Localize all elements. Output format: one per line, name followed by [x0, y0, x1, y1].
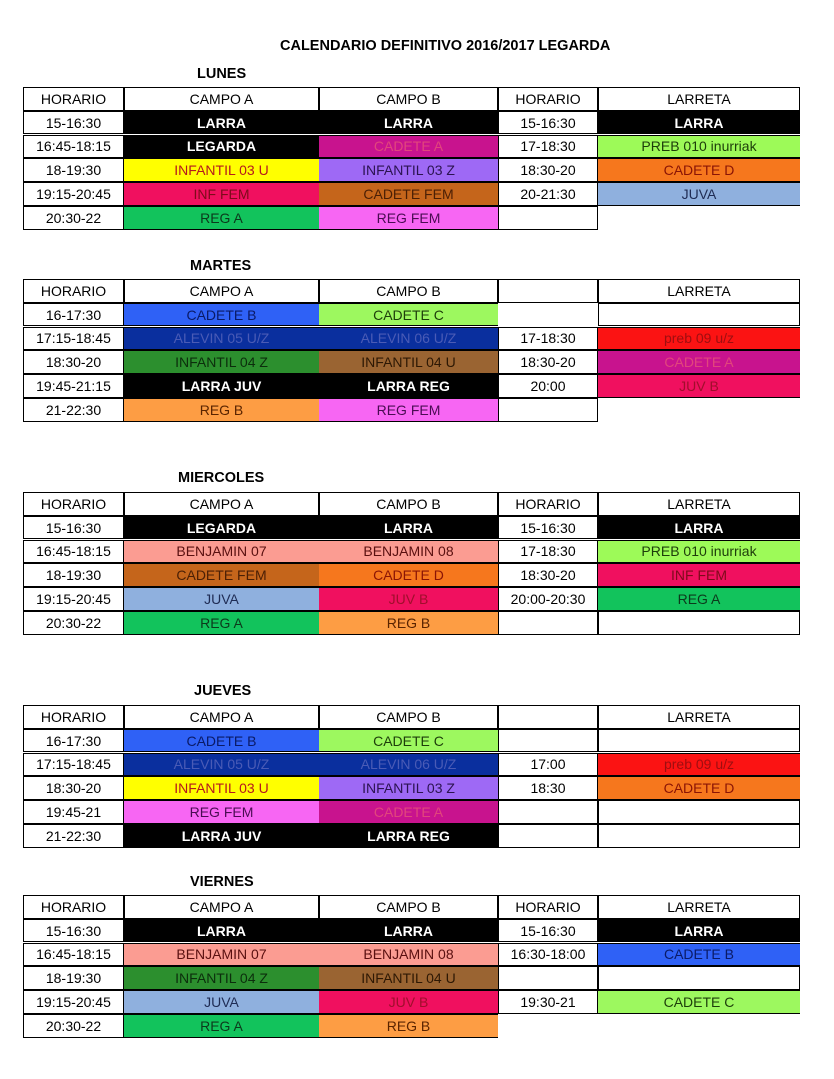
table-row	[23, 587, 800, 611]
cell-campo-b: REG FEM	[319, 206, 498, 230]
cell-larreta: JUVA	[598, 182, 800, 206]
header-cell-larreta: LARRETA	[598, 895, 800, 919]
cell-campo-a: REG A	[124, 1014, 319, 1038]
cell-horario: 19:15-20:45	[23, 587, 124, 611]
header-cell-horario-2: HORARIO	[498, 895, 598, 919]
cell-horario-2: 18:30	[498, 776, 598, 800]
table-header-row	[23, 492, 800, 516]
header-cell-campo-a: CAMPO A	[124, 279, 319, 303]
cell-horario: 19:45-21	[23, 800, 124, 824]
cell-larreta	[598, 800, 800, 824]
cell-campo-a: LARRA JUV	[124, 824, 319, 848]
cell-campo-a: LEGARDA	[124, 135, 319, 159]
header-cell-campo-b: CAMPO B	[319, 87, 498, 111]
cell-horario: 18-19:30	[23, 158, 124, 182]
cell-larreta: preb 09 u/z	[598, 753, 800, 777]
table-row	[23, 776, 800, 800]
cell-horario: 21-22:30	[23, 398, 124, 422]
cell-campo-b: INFANTIL 03 Z	[319, 776, 498, 800]
cell-campo-a: LARRA	[124, 111, 319, 135]
table-row	[23, 800, 800, 824]
cell-campo-a: INF FEM	[124, 182, 319, 206]
cell-horario-2: 20:00	[498, 374, 598, 398]
cell-campo-a: REG A	[124, 206, 319, 230]
header-cell-larreta: LARRETA	[598, 279, 800, 303]
table-header-row	[23, 705, 800, 729]
cell-horario: 15-16:30	[23, 919, 124, 943]
cell-campo-a: REG A	[124, 611, 319, 635]
header-cell-horario: HORARIO	[23, 895, 124, 919]
table-header-row	[23, 895, 800, 919]
table-row	[23, 990, 800, 1014]
cell-horario: 18-19:30	[23, 563, 124, 587]
table-row	[23, 753, 800, 777]
header-cell-campo-b: CAMPO B	[319, 705, 498, 729]
cell-larreta	[598, 729, 800, 753]
cell-campo-a: BENJAMIN 07	[124, 540, 319, 564]
header-cell-larreta: LARRETA	[598, 705, 800, 729]
cell-horario-2	[498, 966, 598, 990]
cell-horario-2: 17:00	[498, 753, 598, 777]
table-header-row	[23, 87, 800, 111]
table-row	[23, 516, 800, 540]
cell-horario: 17:15-18:45	[23, 753, 124, 777]
cell-horario-2: 15-16:30	[498, 919, 598, 943]
cell-horario: 16-17:30	[23, 303, 124, 327]
cell-larreta: LARRA	[598, 516, 800, 540]
cell-campo-b: LARRA REG	[319, 374, 498, 398]
cell-campo-a: INFANTIL 04 Z	[124, 966, 319, 990]
page-title: CALENDARIO DEFINITIVO 2016/2017 LEGARDA	[280, 38, 611, 54]
day-title-viernes: VIERNES	[190, 874, 254, 890]
cell-campo-a: REG B	[124, 398, 319, 422]
cell-campo-b: REG B	[319, 1014, 498, 1038]
cell-campo-b: JUV B	[319, 587, 498, 611]
cell-campo-b: BENJAMIN 08	[319, 540, 498, 564]
cell-horario: 20:30-22	[23, 1014, 124, 1038]
header-cell-campo-b: CAMPO B	[319, 279, 498, 303]
table-row	[23, 540, 800, 564]
day-title-jueves: JUEVES	[194, 683, 252, 699]
cell-campo-a: BENJAMIN 07	[124, 943, 319, 967]
cell-larreta: REG A	[598, 587, 800, 611]
cell-campo-a: JUVA	[124, 990, 319, 1014]
cell-horario-2: 20:00-20:30	[498, 587, 598, 611]
cell-horario: 19:15-20:45	[23, 990, 124, 1014]
cell-larreta: PREB 010 inurriak	[598, 540, 800, 564]
cell-horario-2: 15-16:30	[498, 516, 598, 540]
cell-horario-2: 18:30-20	[498, 563, 598, 587]
cell-campo-b: INFANTIL 04 U	[319, 966, 498, 990]
cell-campo-b: CADETE C	[319, 303, 498, 327]
cell-horario: 17:15-18:45	[23, 327, 124, 351]
cell-larreta	[598, 611, 800, 635]
cell-horario-2: 16:30-18:00	[498, 943, 598, 967]
table-row	[23, 111, 800, 135]
cell-larreta: CADETE D	[598, 158, 800, 182]
cell-horario: 18:30-20	[23, 776, 124, 800]
header-cell-campo-a: CAMPO A	[124, 895, 319, 919]
cell-horario: 16:45-18:15	[23, 540, 124, 564]
header-cell-campo-a: CAMPO A	[124, 705, 319, 729]
cell-larreta	[598, 824, 800, 848]
cell-horario: 20:30-22	[23, 611, 124, 635]
cell-larreta	[598, 303, 800, 327]
cell-horario-2	[498, 729, 598, 753]
cell-campo-b: INFANTIL 04 U	[319, 350, 498, 374]
table-row	[23, 611, 800, 635]
cell-larreta: CADETE D	[598, 776, 800, 800]
cell-horario: 18:30-20	[23, 350, 124, 374]
header-cell-horario: HORARIO	[23, 705, 124, 729]
cell-campo-a: INFANTIL 04 Z	[124, 350, 319, 374]
cell-larreta: CADETE A	[598, 350, 800, 374]
header-cell-campo-b: CAMPO B	[319, 492, 498, 516]
cell-campo-b: CADETE FEM	[319, 182, 498, 206]
header-cell-horario: HORARIO	[23, 492, 124, 516]
table-row	[23, 303, 800, 327]
cell-campo-a: INFANTIL 03 U	[124, 776, 319, 800]
cell-campo-a: CADETE B	[124, 729, 319, 753]
cell-campo-b: LARRA REG	[319, 824, 498, 848]
table-row	[23, 943, 800, 967]
day-title-martes: MARTES	[190, 258, 252, 274]
cell-campo-b: REG B	[319, 611, 498, 635]
header-cell-larreta: LARRETA	[598, 87, 800, 111]
cell-horario-2	[498, 824, 598, 848]
cell-horario-2	[498, 398, 598, 422]
table-row	[23, 729, 800, 753]
cell-larreta	[598, 966, 800, 990]
cell-larreta: CADETE C	[598, 990, 800, 1014]
cell-campo-b: REG FEM	[319, 398, 498, 422]
table-header-row	[23, 279, 800, 303]
table-row	[23, 327, 800, 351]
cell-horario-2: 15-16:30	[498, 111, 598, 135]
cell-horario: 15-16:30	[23, 516, 124, 540]
header-cell-campo-a: CAMPO A	[124, 492, 319, 516]
cell-campo-a: CADETE B	[124, 303, 319, 327]
cell-horario: 19:15-20:45	[23, 182, 124, 206]
cell-campo-a: LEGARDA	[124, 516, 319, 540]
header-cell-horario: HORARIO	[23, 279, 124, 303]
cell-horario: 18-19:30	[23, 966, 124, 990]
cell-campo-a: REG FEM	[124, 800, 319, 824]
table-row	[23, 563, 800, 587]
cell-campo-a: LARRA	[124, 919, 319, 943]
header-cell-larreta: LARRETA	[598, 492, 800, 516]
cell-larreta: LARRA	[598, 919, 800, 943]
cell-campo-b: ALEVIN 06 U/Z	[319, 753, 498, 777]
table-row	[23, 1014, 800, 1038]
cell-campo-a: JUVA	[124, 587, 319, 611]
cell-campo-b: CADETE C	[319, 729, 498, 753]
cell-horario: 20:30-22	[23, 206, 124, 230]
cell-campo-b: ALEVIN 06 U/Z	[319, 327, 498, 351]
day-title-miercoles: MIERCOLES	[178, 470, 265, 486]
table-row	[23, 398, 800, 422]
cell-horario: 15-16:30	[23, 111, 124, 135]
header-cell-horario-2	[498, 279, 598, 303]
cell-campo-b: JUV B	[319, 990, 498, 1014]
cell-horario-2: 19:30-21	[498, 990, 598, 1014]
table-row	[23, 206, 800, 230]
cell-larreta: LARRA	[598, 111, 800, 135]
header-cell-horario-2: HORARIO	[498, 87, 598, 111]
header-cell-campo-a: CAMPO A	[124, 87, 319, 111]
table-row	[23, 182, 800, 206]
cell-horario-2: 17-18:30	[498, 327, 598, 351]
cell-campo-a: ALEVIN 05 U/Z	[124, 753, 319, 777]
table-row	[23, 135, 800, 159]
cell-horario-2	[498, 800, 598, 824]
cell-campo-a: ALEVIN 05 U/Z	[124, 327, 319, 351]
header-cell-horario: HORARIO	[23, 87, 124, 111]
cell-campo-b: LARRA	[319, 919, 498, 943]
table-row	[23, 158, 800, 182]
cell-horario-2: 18:30-20	[498, 158, 598, 182]
cell-campo-a: CADETE FEM	[124, 563, 319, 587]
table-row	[23, 919, 800, 943]
cell-larreta: preb 09 u/z	[598, 327, 800, 351]
cell-campo-b: LARRA	[319, 111, 498, 135]
cell-campo-b: CADETE A	[319, 135, 498, 159]
table-row	[23, 350, 800, 374]
cell-larreta: INF FEM	[598, 563, 800, 587]
table-row	[23, 824, 800, 848]
cell-horario: 16:45-18:15	[23, 943, 124, 967]
header-cell-campo-b: CAMPO B	[319, 895, 498, 919]
cell-horario: 16-17:30	[23, 729, 124, 753]
cell-campo-b: INFANTIL 03 Z	[319, 158, 498, 182]
cell-horario-2	[498, 206, 598, 230]
table-row	[23, 966, 800, 990]
cell-horario: 19:45-21:15	[23, 374, 124, 398]
cell-campo-b: LARRA	[319, 516, 498, 540]
header-cell-horario-2: HORARIO	[498, 492, 598, 516]
cell-campo-b: CADETE D	[319, 563, 498, 587]
cell-horario: 21-22:30	[23, 824, 124, 848]
cell-horario-2: 17-18:30	[498, 135, 598, 159]
cell-horario: 16:45-18:15	[23, 135, 124, 159]
cell-horario-2	[498, 611, 598, 635]
cell-horario-2: 17-18:30	[498, 540, 598, 564]
table-row	[23, 374, 800, 398]
cell-larreta: CADETE B	[598, 943, 800, 967]
cell-larreta: PREB 010 inurriak	[598, 135, 800, 159]
day-title-lunes: LUNES	[197, 66, 247, 82]
cell-horario-2: 18:30-20	[498, 350, 598, 374]
cell-larreta: JUV B	[598, 374, 800, 398]
cell-campo-a: INFANTIL 03 U	[124, 158, 319, 182]
cell-campo-b: CADETE A	[319, 800, 498, 824]
header-cell-horario-2	[498, 705, 598, 729]
cell-campo-a: LARRA JUV	[124, 374, 319, 398]
cell-campo-b: BENJAMIN 08	[319, 943, 498, 967]
cell-horario-2: 20-21:30	[498, 182, 598, 206]
